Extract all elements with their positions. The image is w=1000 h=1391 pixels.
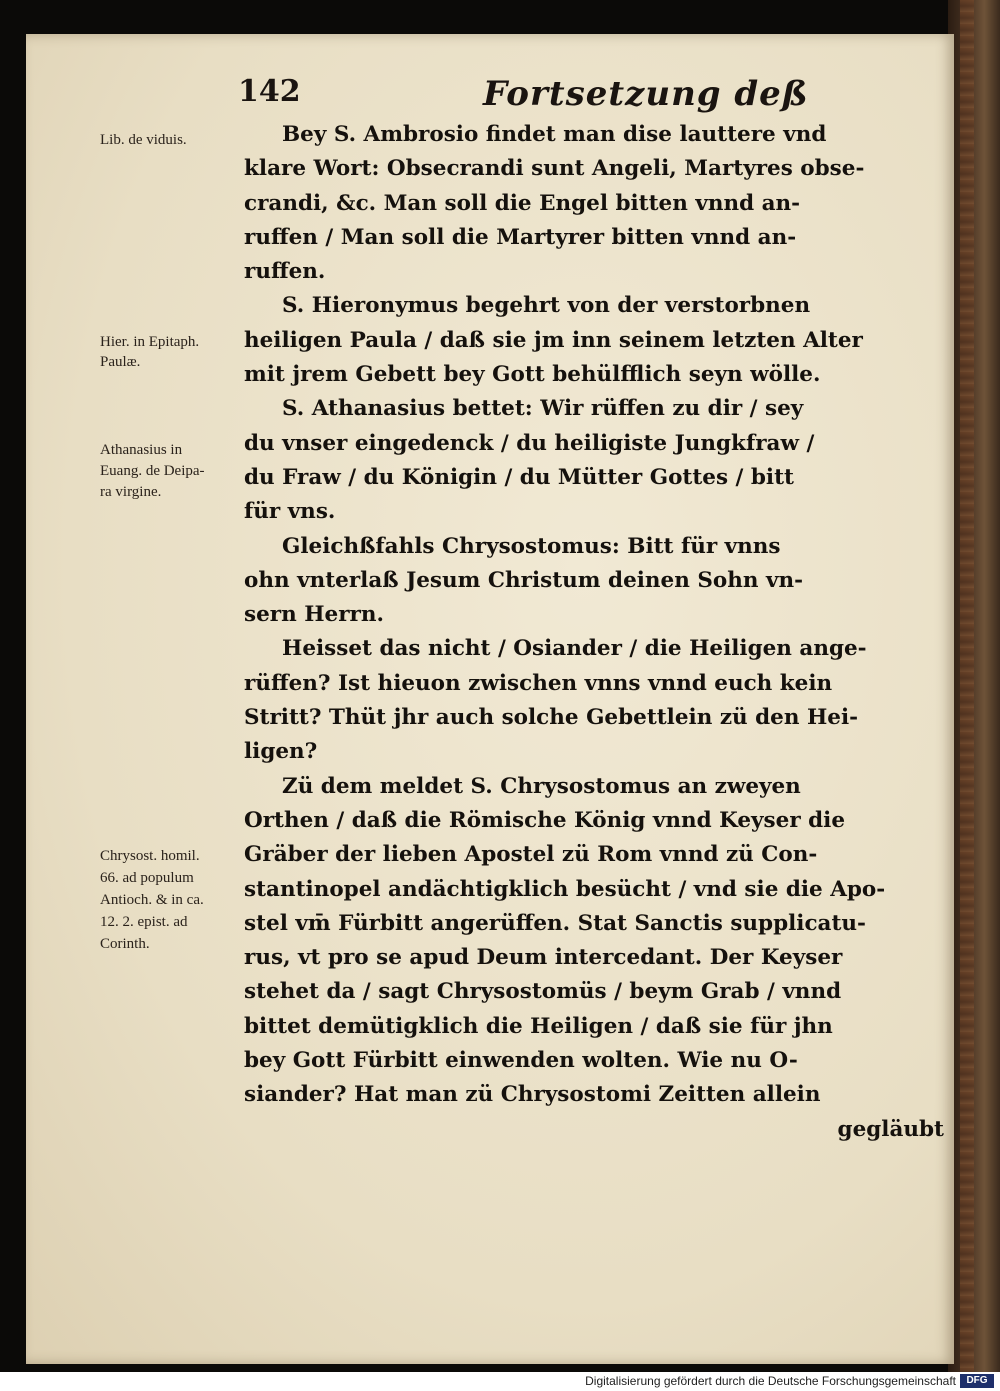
page-header [238,74,938,124]
running-head: Fortsetzung deß [483,74,809,114]
text-line: du vnser eingedenck / du heiligiste Jungkfraw / [244,430,815,456]
text-line: für vns. [244,499,336,525]
catchword: gegläubt [837,1116,944,1142]
text-line: siander? Hat man zü Chrysostomi Zeitten allein [244,1082,821,1108]
text-line: Stritt? Thüt jhr auch solche Gebettlein zü den Hei- [244,705,859,731]
text-line: mit jrem Gebett bey Gott behülfflich seyn wölle. [244,362,821,388]
text-line: stehet da / sagt Chrysostomüs / beym Grab / vnnd [244,979,842,1005]
margin-note: Euang. de Deipa- [100,463,205,479]
text-line: S. Athanasius bettet: Wir rüffen zu dir / sey [282,396,804,422]
book-spine [960,0,974,1372]
margin-note: Hier. in Epitaph. [100,334,200,350]
margin-notes [26,34,236,1364]
text-line: ohn vnterlaß Jesum Christum deinen Sohn vn- [244,567,803,593]
body-text [244,118,944,1147]
text-line: Bey S. Ambrosio findet man dise lauttere vnd [282,122,827,147]
margin-note: Chrysost. homil. [100,848,200,864]
text-line: Orthen / daß die Römische König vnnd Keyser die [244,807,846,833]
text-line: bittet demütigklich die Heiligen / daß sie für jhn [244,1013,833,1039]
book-edge [948,0,1000,1372]
margin-note: Paulæ. [100,354,141,370]
text-line: rus, vt pro se apud Deum intercedant. Der Keyser [244,945,843,971]
funding-notice: Digitalisierung gefördert durch die Deutsche Forschungsgemeinschaft [585,1374,956,1388]
text-line: S. Hieronymus begehrt von der verstorbnen [282,293,811,319]
text-line: crandi, &c. Man soll die Engel bitten vnnd an- [244,190,801,216]
text-line: Gräber der lieben Apostel zü Rom vnnd zü Con- [244,842,818,868]
text-line: Gleichßfahls Chrysostomus: Bitt für vnns [282,533,781,559]
text-line: ligen? [244,739,318,765]
text-line: stantinopel andächtigklich besücht / vnd sie die Apo- [244,876,886,902]
text-line: bey Gott Fürbitt einwenden wolten. Wie nu O- [244,1048,798,1074]
margin-note: Athanasius in [100,442,183,458]
text-line: ruffen. [244,259,326,285]
text-line: ruffen / Man soll die Martyrer bitten vnnd an- [244,224,797,250]
text-line: rüffen? Ist hieuon zwischen vnns vnnd euch kein [244,670,833,696]
text-line: Zü dem meldet S. Chrysostomus an zweyen [282,773,801,799]
margin-note: Lib. de viduis. [100,132,187,148]
text-line: heiligen Paula / daß sie jm inn seinem letzten Alter [244,327,863,353]
footer-bar [0,1372,1000,1391]
text-line: sern Herrn. [244,602,384,628]
margin-note: 12. 2. epist. ad [100,914,188,930]
book-page [26,34,954,1364]
text-line: du Fraw / du Königin / du Mütter Gottes / bitt [244,464,794,490]
text-line: Heisset das nicht / Osiander / die Heiligen ange- [282,636,867,662]
text-line: klare Wort: Obsecrandi sunt Angeli, Martyres obse- [244,156,865,182]
margin-note: 66. ad populum [100,870,194,886]
margin-note: Corinth. [100,936,150,952]
margin-note: ra virgine. [100,484,162,500]
dfg-logo: DFG [960,1374,994,1388]
text-line: stel vm̄ Fürbitt angerüffen. Stat Sanctis supplicatu- [244,910,866,936]
margin-note: Antioch. & in ca. [100,892,204,908]
page-number: 142 [238,74,301,109]
